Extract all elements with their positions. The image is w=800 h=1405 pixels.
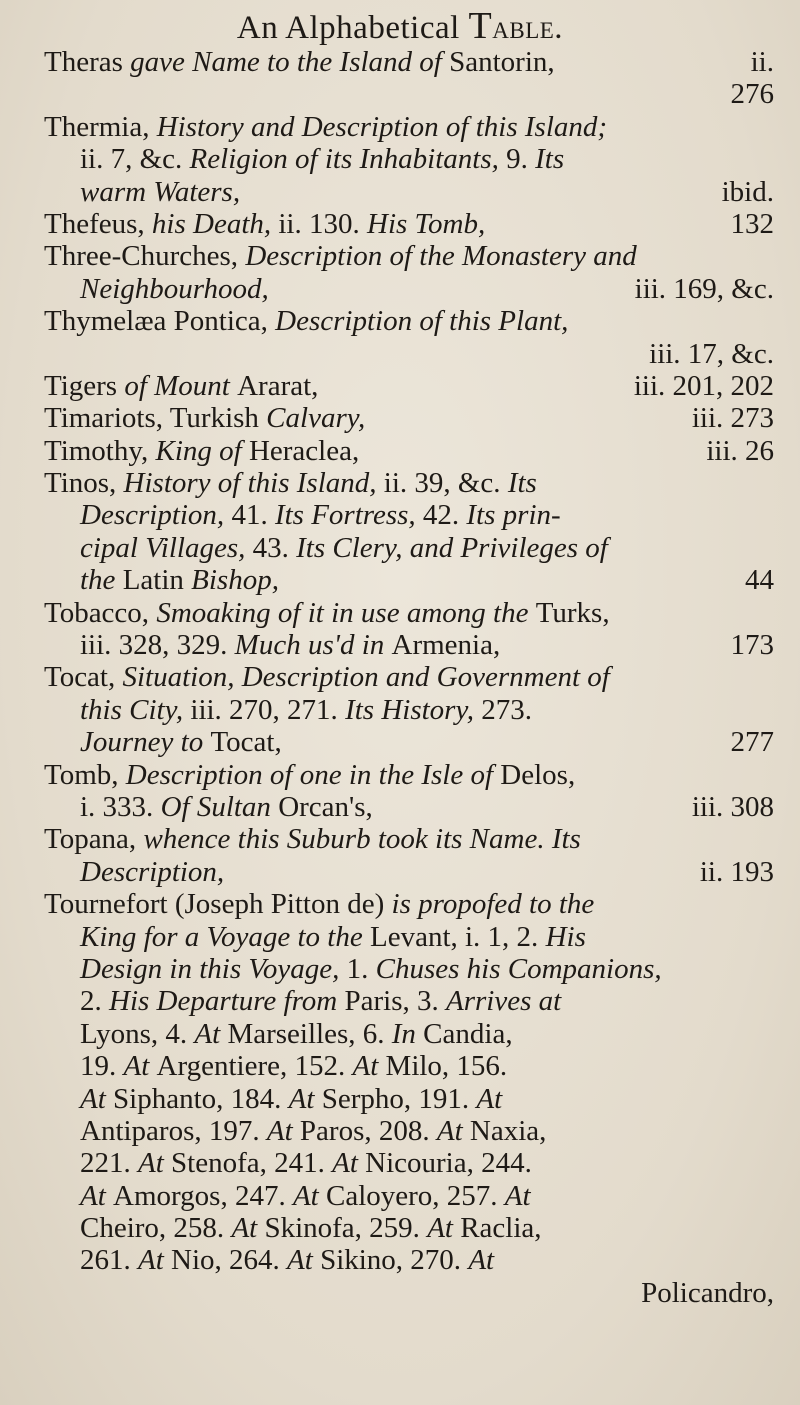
index-line [44, 985, 774, 1017]
text-segment: Serpho, 191. [321, 1082, 477, 1115]
text-segment: Latin [122, 564, 192, 597]
index-line [44, 661, 774, 693]
text-segment: Its prin- [466, 499, 561, 532]
text-segment: 41. [231, 499, 275, 532]
text-segment: Description of one in the Isle of [125, 758, 501, 791]
index-line [44, 467, 774, 499]
page-reference: iii. 26 [706, 434, 774, 467]
page-reference: ii. [750, 46, 774, 78]
text-segment: Bishop, [191, 564, 279, 597]
index-line-text [80, 1212, 542, 1244]
text-segment: Tigers [44, 369, 125, 402]
text-segment: Its Clery, and Privileges of [296, 531, 608, 564]
index-line-text [80, 1147, 532, 1179]
text-segment: Nio, 264. [171, 1244, 288, 1277]
text-segment: Tinos, [44, 467, 124, 500]
text-segment: At [194, 1017, 228, 1050]
text-segment: Thermia, [44, 110, 157, 143]
text-segment: Three-Churches, [44, 240, 246, 273]
text-segment: ii. 39, &c. [383, 467, 508, 500]
text-segment: Siphanto, 184. [113, 1082, 289, 1115]
text-segment: Tobacco, [44, 596, 157, 629]
text-segment: cipal Villages, [80, 531, 253, 564]
index-line-text [80, 1083, 502, 1115]
text-segment: Of Sultan [160, 790, 279, 823]
text-segment: ii. 7, &c. [80, 143, 190, 176]
text-segment: Much us'd in [234, 629, 392, 662]
index-line-text [44, 402, 365, 434]
text-segment: Arrives at [445, 985, 562, 1018]
index-line-text [44, 661, 610, 693]
text-segment: At [80, 1082, 114, 1115]
text-segment: Tocat, [210, 726, 282, 759]
text-segment: Timothy, [44, 434, 156, 467]
index-line-text [80, 532, 608, 564]
running-head-start: An Alphabetical [236, 10, 460, 46]
text-segment: Description, [80, 855, 225, 888]
text-segment: His [545, 920, 586, 953]
text-segment: Chuses his Companions, [375, 952, 662, 985]
text-segment: Heraclea, [248, 434, 360, 467]
text-segment: Sikino, 270. [320, 1244, 469, 1277]
text-segment: Nicouria, 244. [365, 1147, 532, 1180]
index-line [44, 338, 774, 370]
page-reference: iii. 169, &c. [634, 272, 774, 305]
index-line [44, 273, 774, 305]
index-line-text [80, 856, 224, 888]
index-line-text [80, 953, 662, 985]
index-line [44, 1147, 774, 1179]
index-line [44, 694, 774, 726]
text-segment: 9. [506, 143, 536, 176]
index-line-text [80, 564, 279, 596]
index-line-text [80, 1115, 546, 1147]
running-head-initial: T [468, 5, 493, 47]
index-line-text [44, 305, 568, 337]
page-reference: 276 [730, 78, 774, 111]
text-segment: 2. [80, 985, 109, 1018]
text-segment: At [138, 1147, 172, 1180]
text-segment: Topana, [44, 823, 144, 856]
text-segment: Journey to [80, 726, 211, 759]
text-segment: Its [535, 143, 565, 176]
text-segment: At [80, 1179, 114, 1212]
text-segment: At [468, 1244, 495, 1277]
page-reference: iii. 17, &c. [649, 337, 774, 370]
index-line [44, 402, 774, 434]
index-line-text [44, 370, 318, 402]
index-line-text [44, 467, 537, 499]
text-segment: warm Waters, [80, 175, 241, 208]
index-line-text [80, 1180, 531, 1212]
text-segment: Thefeus, [44, 207, 152, 240]
page-reference: 173 [730, 629, 774, 662]
text-segment: is propofed to the [391, 888, 595, 921]
text-segment: At [504, 1179, 531, 1212]
index-line [44, 888, 774, 920]
text-segment: Armenia, [391, 629, 501, 662]
page-reference: ii. 193 [699, 855, 774, 888]
text-segment: 1. [346, 952, 376, 985]
text-segment: 42. [422, 499, 467, 532]
text-segment: his Death, [151, 207, 279, 240]
text-segment: Candia, [423, 1017, 513, 1050]
index-line-text [44, 46, 555, 78]
text-segment: At [231, 1212, 265, 1245]
index-line-text [44, 111, 607, 143]
index-line-text [44, 435, 359, 467]
index-line [44, 953, 774, 985]
running-head-rest: able. [492, 10, 564, 46]
index-line-text [80, 176, 240, 208]
index-line [44, 564, 774, 596]
index-line [44, 856, 774, 888]
text-segment: Smoaking of it in use among the [156, 596, 536, 629]
index-line [44, 791, 774, 823]
index-line [44, 499, 774, 531]
index-line-text [80, 726, 282, 758]
text-segment: iii. 328, 329. [80, 629, 235, 662]
text-segment: 43. [252, 531, 297, 564]
text-segment: History and Description of this Island; [156, 110, 608, 143]
text-segment: Thymelæa Pontica, [44, 305, 276, 338]
index-line [44, 1212, 774, 1244]
page-reference: 44 [745, 564, 774, 597]
index-line [44, 176, 774, 208]
text-segment: Santorin, [449, 46, 555, 78]
text-segment: Raclia, [460, 1212, 542, 1245]
text-segment: At [332, 1147, 366, 1180]
page-reference: 277 [730, 726, 774, 759]
index-line-text [80, 985, 561, 1017]
text-segment: Lyons, 4. [80, 1017, 195, 1050]
text-segment: Paros, 208. [299, 1114, 437, 1147]
text-segment: Ararat, [237, 369, 319, 402]
text-segment: Theras [44, 46, 131, 78]
text-segment: Tocat, [44, 661, 123, 694]
index-line-text [80, 499, 561, 531]
index-line [44, 823, 774, 855]
text-segment: In [391, 1017, 424, 1050]
text-segment: Marseilles, 6. [227, 1017, 392, 1050]
index-line [44, 759, 774, 791]
index-line [44, 1018, 774, 1050]
index-line-text [80, 273, 269, 305]
text-segment: Antiparos, 197. [80, 1114, 267, 1147]
text-segment: whence this Suburb took its Name. Its [143, 823, 581, 856]
text-segment: At [427, 1212, 461, 1245]
text-segment: Design in this Voyage, [80, 952, 347, 985]
text-segment: Timariots, Turkish [44, 402, 267, 435]
index-line [44, 1115, 774, 1147]
text-segment: Argentiere, 152. [156, 1050, 353, 1083]
text-segment: King of [155, 434, 249, 467]
text-segment: Skinofa, 259. [264, 1212, 428, 1245]
text-segment: ii. 130. [278, 207, 367, 240]
text-segment: His Tomb, [367, 207, 486, 240]
text-segment: this City, [80, 693, 191, 726]
text-segment: 221. [80, 1147, 138, 1180]
text-segment: Naxia, [469, 1114, 547, 1147]
index-line-text [44, 888, 594, 920]
text-segment: King for a Voyage to the [80, 920, 370, 953]
page-reference: iii. 201, 202 [633, 369, 774, 402]
page-reference: iii. 273 [691, 402, 774, 435]
index-line [44, 1083, 774, 1115]
text-segment: At [352, 1050, 386, 1083]
text-segment: Calvary, [266, 402, 366, 435]
index-line [44, 370, 774, 402]
text-segment: Its History, [345, 693, 482, 726]
text-segment: Description of the Monastery and [245, 240, 637, 273]
index-line [44, 111, 774, 143]
text-segment: 19. [80, 1050, 124, 1083]
text-segment: Milo, 156. [385, 1050, 508, 1083]
text-segment: Caloyero, 257. [325, 1179, 505, 1212]
index-line-text [44, 208, 485, 240]
text-segment: His Departure from [109, 985, 345, 1018]
text-segment: Paris, 3. [344, 985, 446, 1018]
index-line [44, 305, 774, 337]
text-segment: Description of this Plant, [275, 305, 569, 338]
text-segment: Turks, [535, 596, 610, 629]
index-line [44, 629, 774, 661]
text-segment: At [436, 1114, 470, 1147]
text-segment: i. 333. [80, 790, 161, 823]
text-segment: 273. [481, 693, 532, 726]
index-line-text [80, 629, 500, 661]
text-segment: Delos, [500, 758, 576, 791]
index-line [44, 240, 774, 272]
text-segment: 261. [80, 1244, 138, 1277]
text-segment: Its [507, 467, 537, 500]
running-head [0, 4, 800, 48]
index-line-text [44, 759, 575, 791]
text-segment: the [80, 564, 123, 597]
text-segment: Stenofa, 241. [171, 1147, 333, 1180]
index-line [44, 1277, 774, 1309]
page-reference: ibid. [721, 175, 774, 208]
index-line-text [80, 143, 564, 175]
index-line [44, 1180, 774, 1212]
index-line [44, 78, 774, 110]
text-segment: At [287, 1244, 321, 1277]
index-line-text [80, 921, 586, 953]
page-reference: 132 [730, 207, 774, 240]
index-line [44, 921, 774, 953]
index-line [44, 1244, 774, 1276]
index-entries [44, 46, 774, 1309]
text-segment: Neighbourhood, [80, 272, 269, 305]
text-segment: History of this Island, [123, 467, 384, 500]
index-line [44, 532, 774, 564]
text-segment: Its Fortress, [274, 499, 423, 532]
text-segment: iii. 270, 271. [190, 693, 346, 726]
text-segment: gave Name to the Island of [130, 46, 450, 78]
page-reference: iii. 308 [691, 790, 774, 823]
index-line [44, 726, 774, 758]
text-segment: At [292, 1179, 326, 1212]
index-line-text [44, 823, 581, 855]
index-line-text [80, 1050, 507, 1082]
text-segment: of Mount [124, 369, 238, 402]
index-line-text [80, 694, 532, 726]
text-segment: At [138, 1244, 172, 1277]
text-segment: Tournefort (Joseph Pitton de) [44, 888, 392, 921]
index-line-text [44, 240, 637, 272]
text-segment: Amorgos, 247. [113, 1179, 293, 1212]
index-line [44, 435, 774, 467]
page-reference: Policandro, [641, 1276, 774, 1309]
text-segment: At [266, 1114, 300, 1147]
index-line-text [80, 1244, 494, 1276]
text-segment: At [123, 1050, 157, 1083]
index-line [44, 46, 774, 78]
text-segment: At [288, 1082, 322, 1115]
text-segment: Orcan's, [278, 790, 373, 823]
index-line [44, 1050, 774, 1082]
text-segment: Cheiro, 258. [80, 1212, 232, 1245]
text-segment: Tomb, [44, 758, 126, 791]
text-segment: At [476, 1082, 503, 1115]
text-segment: Religion of its Inhabitants, [189, 143, 507, 176]
text-segment: Situation, Description and Government of [122, 661, 610, 694]
index-line [44, 597, 774, 629]
index-line-text [80, 1018, 513, 1050]
index-line-text [44, 597, 610, 629]
text-segment: Description, [80, 499, 232, 532]
index-line [44, 208, 774, 240]
index-line-text [80, 791, 373, 823]
text-segment: Levant, i. 1, 2. [369, 920, 546, 953]
index-line [44, 143, 774, 175]
